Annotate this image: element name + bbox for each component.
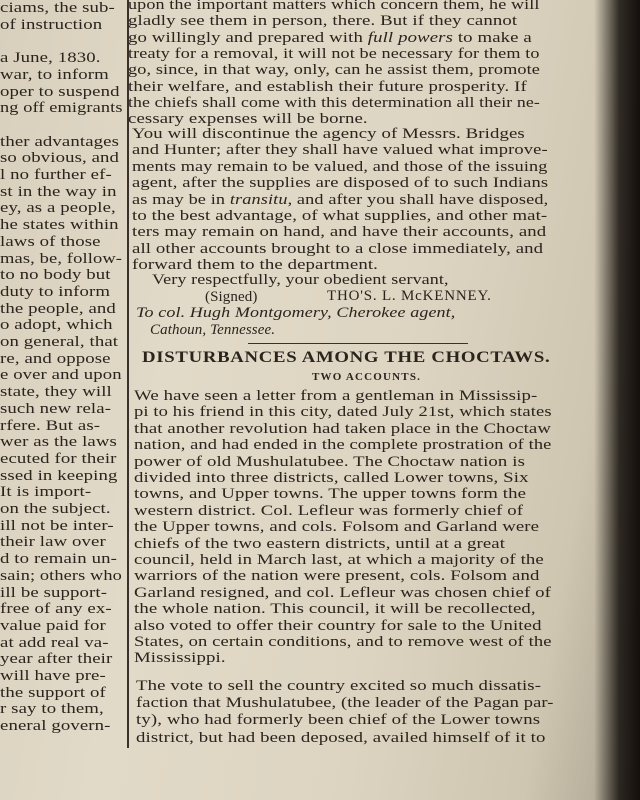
text-line: the Upper towns, and cols. Folsom and Garland were: [134, 519, 540, 536]
text-line: to no body but: [0, 267, 111, 284]
text-line: ill not be inter-: [0, 517, 114, 534]
text-line: district, but had been deposed, availed himself of it to: [136, 729, 546, 746]
text-line: ther advantages: [0, 133, 120, 150]
text-line: the people, and: [0, 300, 116, 317]
signature: THO'S. L. McKENNEY.: [327, 288, 492, 304]
address-line-2: Cathoun, Tennessee.: [150, 322, 276, 338]
text-line: forward them to the department.: [132, 257, 378, 274]
text-line: free of any ex-: [0, 601, 112, 618]
text-line: ecuted for their: [0, 450, 117, 467]
signed-label: (Signed): [205, 289, 258, 305]
text-line: o adopt, which: [0, 317, 113, 334]
text-line: ments may remain to be valued, and those of the issuing: [132, 158, 548, 175]
text-line: ters may remain on hand, and have their accounts, and: [132, 224, 547, 241]
text-line: The vote to sell the country excited so much dissatis-: [136, 678, 542, 694]
text-line: value paid for: [0, 617, 106, 634]
text-line: You will discontinue the agency of Messrs. Bridges: [132, 126, 525, 142]
text-line: a June, 1830.: [0, 50, 101, 67]
text-line: chiefs of the two eastern districts, until at a great: [134, 535, 506, 552]
text-line: wer as the laws: [0, 434, 117, 451]
text-line: st in the way in: [0, 183, 117, 200]
letter-closing: Very respectfully, your obedient servant,: [152, 272, 449, 288]
text-line: e over and upon: [0, 367, 122, 384]
text-line: at add real va-: [0, 634, 109, 651]
text-line: l no further ef-: [0, 167, 112, 183]
text-line: Mississippi.: [134, 650, 226, 667]
text-line: It is import-: [0, 484, 92, 501]
text-line: mas, be, follow-: [0, 250, 123, 267]
text-line: of instruction: [0, 16, 103, 33]
text-line: towns, and Upper towns. The upper towns form the: [134, 486, 527, 503]
article-headline: DISTURBANCES AMONG THE CHOCTAWS.: [142, 349, 551, 366]
text-line: d to remain un-: [0, 551, 117, 568]
text-line: that another revolution had taken place in the Choctaw: [134, 420, 552, 437]
page-edge-shadow: [594, 0, 640, 800]
text-line: Garland resigned, and col. Lefleur was chosen chief of: [134, 584, 552, 601]
text-line: ey, as a people,: [0, 200, 116, 217]
text-line: pi to his friend in this city, dated July 21st, which states: [134, 404, 552, 421]
text-line: power of old Mushulatubee. The Choctaw nation is: [134, 453, 526, 470]
text-line: States, on certain conditions, and to remove west of the: [134, 634, 552, 650]
text-line: agent, after the supplies are disposed of to such Indians: [132, 175, 549, 192]
text-line: year after their: [0, 651, 113, 668]
text-line: to the best advantage, of what supplies, and other mat-: [132, 208, 548, 224]
text-line: western district. Col. Lefleur was formerly chief of: [134, 502, 524, 519]
text-line: nation, and had ended in the complete prostration of the: [134, 437, 552, 454]
text-line: sain; others who: [0, 567, 122, 584]
text-line: he states within: [0, 217, 119, 234]
text-line: such new rela-: [0, 400, 112, 417]
article-subheadline: TWO ACCOUNTS.: [312, 371, 422, 383]
text-line: ty), who had formerly been chief of the Lower towns: [136, 712, 541, 729]
text-line: rfere. But as-: [0, 417, 101, 434]
text-line: council, held in March last, at which a majority of the: [134, 552, 544, 568]
text-line: treaty for a removal, it will not be necessary for them to: [128, 45, 540, 62]
text-line: r say to them,: [0, 701, 104, 718]
text-line: war, to inform: [0, 66, 109, 83]
text-line: ciams, the sub-: [0, 0, 115, 16]
text-line: on general, that: [0, 334, 119, 350]
text-line: state, they will: [0, 384, 112, 401]
text-line: We have seen a letter from a gentleman in Mississip-: [134, 388, 538, 404]
text-line: upon the important matters which concern them, he will: [128, 0, 540, 13]
text-line: oper to suspend: [0, 83, 120, 100]
section-divider: [248, 343, 468, 344]
text-line: ssed in keeping: [0, 467, 118, 484]
text-line: will have pre-: [0, 668, 106, 684]
text-line: the whole nation. This council, it will be recollected,: [134, 601, 536, 618]
text-line: their welfare, and establish their future prosperity. If: [128, 78, 527, 95]
text-line: so obvious, and: [0, 150, 120, 167]
text-line: faction that Mushulatubee, (the leader of the Pagan par-: [136, 695, 554, 712]
text-line: re, and oppose: [0, 350, 111, 367]
text-line: go, since, in that way, only, can he assist them, promote: [128, 62, 541, 79]
text-line: divided into three districts, called Lower towns, Six: [134, 470, 529, 486]
text-line: go willingly and prepared with full powers to make a: [128, 29, 532, 46]
text-line: cessary expenses will be borne.: [128, 111, 368, 128]
text-line: warriors of the nation were present, cols. Folsom and: [134, 568, 540, 585]
text-line: eneral govern-: [0, 718, 111, 735]
text-line: as may be in transitu, and after you shall have disposed,: [132, 191, 549, 208]
text-line: duty to inform: [0, 283, 111, 300]
text-line: the chiefs shall come with this determination all their ne-: [128, 94, 540, 111]
text-line: and Hunter; after they shall have valued what improve-: [132, 142, 548, 159]
text-line: laws of those: [0, 233, 101, 250]
text-line: the support of: [0, 684, 106, 701]
text-line: all other accounts brought to a close immediately, and: [132, 240, 544, 257]
text-line: ill be support-: [0, 584, 108, 601]
text-line: on the subject.: [0, 501, 111, 517]
address-line-1: To col. Hugh Montgomery, Cherokee agent,: [136, 305, 456, 321]
text-line: ng off emigrants: [0, 100, 123, 117]
text-line: gladly see them in person, there. But if they cannot: [128, 13, 518, 30]
text-line: their law over: [0, 534, 106, 551]
text-line: also voted to offer their country for sale to the United: [134, 617, 542, 634]
